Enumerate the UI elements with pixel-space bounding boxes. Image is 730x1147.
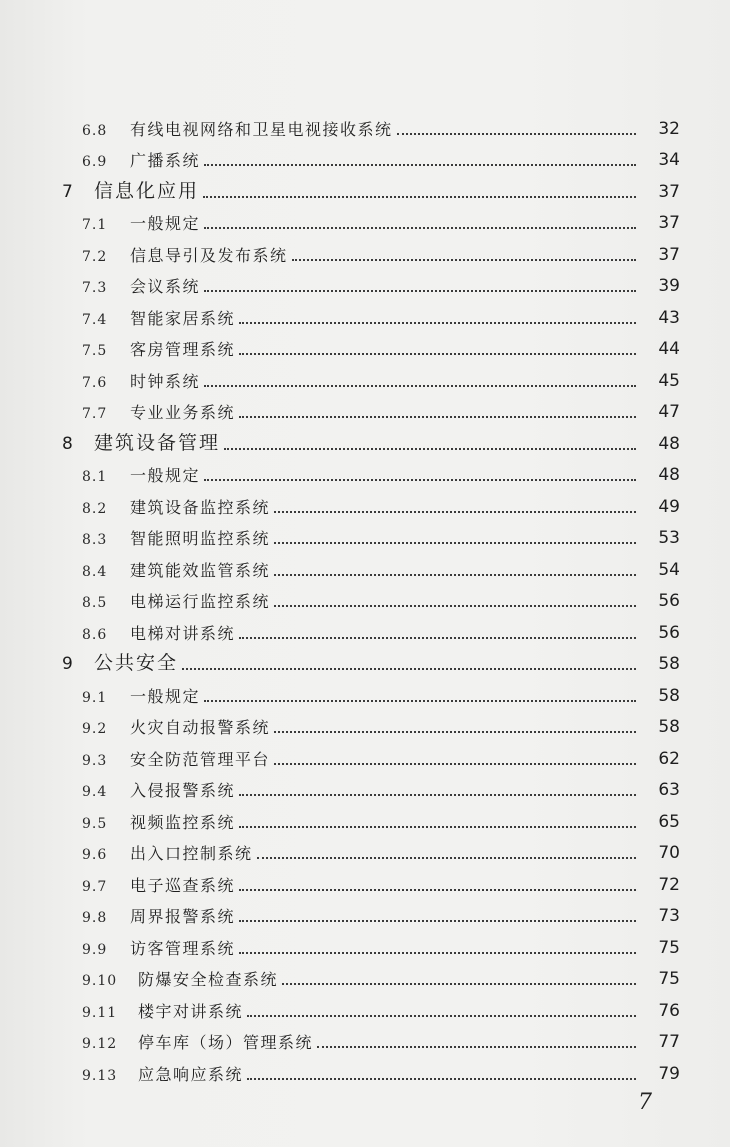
- toc-section-entry: [62, 1020, 680, 1052]
- toc-section-entry: [62, 799, 680, 831]
- toc-entry-page: 56: [658, 622, 680, 643]
- toc-entry-number: 8.1: [82, 469, 108, 485]
- dot-leader: [239, 920, 636, 922]
- toc-entry-title: 智能家居系统: [130, 308, 236, 328]
- toc-section-entry: [62, 862, 680, 894]
- toc-entry-title: 电梯对讲系统: [130, 623, 236, 643]
- toc-entry-page: 58: [658, 654, 680, 674]
- toc-entry-title: 公共安全: [94, 652, 179, 674]
- toc-entry-title: 会议系统: [130, 277, 201, 296]
- dot-leader: [247, 1078, 636, 1080]
- toc-entry-number: 9.9: [82, 941, 108, 958]
- toc-entry-title: 建筑能效监管系统: [130, 560, 271, 580]
- toc-entry-page: 43: [658, 307, 680, 328]
- dot-leader: [274, 731, 636, 733]
- dot-leader: [257, 857, 636, 859]
- toc-entry-page: 49: [658, 496, 680, 517]
- dot-leader: [204, 479, 636, 481]
- toc-entry-title: 专业业务系统: [130, 403, 236, 422]
- toc-section-entry: [62, 390, 680, 422]
- toc-entry-number: 9.8: [82, 910, 108, 926]
- toc-entry-title: 智能照明监控系统: [130, 529, 271, 548]
- toc-entry-page: 44: [658, 339, 680, 359]
- toc-entry-title: 电子巡查系统: [130, 875, 236, 895]
- dot-leader: [239, 353, 636, 355]
- toc-section-entry: [62, 547, 680, 579]
- toc-entry-page: 48: [658, 465, 680, 485]
- toc-entry-number: 9.2: [82, 721, 108, 737]
- toc-entry-title: 有线电视网络和卫星电视接收系统: [130, 119, 393, 139]
- dot-leader: [282, 983, 636, 985]
- toc-entry-page: 70: [658, 843, 680, 863]
- toc-section-entry: [62, 138, 680, 170]
- toc-entry-title: 一般规定: [130, 214, 201, 233]
- toc-entry-number: 9.1: [82, 689, 108, 706]
- toc-chapter-entry: [62, 421, 680, 453]
- dot-leader: [239, 889, 636, 891]
- toc-section-entry: [62, 295, 680, 327]
- toc-entry-title: 火灾自动报警系统: [130, 718, 271, 737]
- toc-entry-page: 45: [658, 370, 680, 391]
- toc-entry-number: 9.12: [82, 1036, 118, 1052]
- dot-leader: [274, 763, 636, 765]
- toc-section-entry: [62, 358, 680, 390]
- toc-entry-page: 56: [658, 591, 680, 611]
- dot-leader: [274, 511, 636, 513]
- dot-leader: [397, 133, 636, 135]
- toc-entry-number: 7.3: [82, 280, 108, 296]
- toc-entry-page: 65: [658, 811, 680, 832]
- toc-entry-page: 34: [658, 150, 680, 170]
- toc-entry-number: 9.6: [82, 847, 108, 863]
- dot-leader: [239, 952, 636, 954]
- toc-entry-page: 37: [658, 244, 680, 265]
- toc-entry-page: 72: [658, 874, 680, 895]
- toc-entry-number: 9.3: [82, 752, 108, 769]
- toc-entry-title: 客房管理系统: [130, 340, 236, 359]
- toc-section-entry: [62, 957, 680, 989]
- toc-section-entry: [62, 894, 680, 926]
- toc-entry-number: 7.1: [82, 217, 108, 233]
- dot-leader: [204, 700, 636, 702]
- toc-chapter-entry: [62, 642, 680, 674]
- toc-entry-number: 8: [62, 433, 73, 454]
- toc-section-entry: [62, 232, 680, 264]
- toc-chapter-entry: [62, 169, 680, 201]
- dot-leader: [239, 826, 636, 828]
- toc-section-entry: [62, 705, 680, 737]
- toc-section-entry: [62, 579, 680, 611]
- dot-leader: [239, 637, 636, 639]
- toc-entry-page: 37: [658, 213, 680, 233]
- toc-section-entry: [62, 768, 680, 800]
- toc-section-entry: [62, 736, 680, 768]
- dot-leader: [204, 290, 636, 292]
- toc-entry-number: 8.5: [82, 595, 108, 611]
- toc-entry-number: 9.4: [82, 784, 108, 800]
- toc-entry-page: 54: [658, 559, 680, 580]
- toc-entry-page: 48: [658, 433, 680, 454]
- dot-leader: [317, 1046, 636, 1048]
- toc-entry-number: 7.6: [82, 374, 108, 391]
- toc-section-entry: [62, 1051, 680, 1083]
- toc-entry-title: 信息导引及发布系统: [130, 245, 288, 265]
- dot-leader: [292, 259, 636, 261]
- toc-entry-number: 8.4: [82, 563, 108, 580]
- toc-entry-number: 6.8: [82, 122, 108, 139]
- toc-entry-number: 7.4: [82, 311, 108, 328]
- toc-entry-title: 时钟系统: [130, 371, 201, 391]
- page-number-folio: 7: [638, 1090, 652, 1115]
- dot-leader: [182, 668, 636, 670]
- toc-section-entry: [62, 201, 680, 233]
- toc-entry-title: 防爆安全检查系统: [138, 970, 279, 989]
- toc-entry-number: 6.9: [82, 154, 108, 170]
- toc-section-entry: [62, 925, 680, 957]
- toc-entry-page: 75: [658, 969, 680, 989]
- dot-leader: [239, 794, 636, 796]
- toc-section-entry: [62, 831, 680, 863]
- toc-entry-title: 访客管理系统: [130, 938, 236, 958]
- toc-entry-title: 安全防范管理平台: [130, 749, 271, 769]
- toc-entry-page: 37: [658, 181, 680, 202]
- toc-section-entry: [62, 264, 680, 296]
- dot-leader: [274, 574, 636, 576]
- toc-entry-page: 58: [658, 717, 680, 737]
- toc-entry-title: 停车库（场）管理系统: [138, 1033, 314, 1052]
- toc-entry-title: 一般规定: [130, 466, 201, 485]
- toc-entry-title: 应急响应系统: [138, 1064, 244, 1084]
- dot-leader: [203, 196, 636, 198]
- toc-entry-page: 76: [658, 1000, 680, 1021]
- dot-leader: [239, 322, 636, 324]
- toc-entry-page: 32: [658, 118, 680, 139]
- toc-entry-title: 周界报警系统: [130, 907, 236, 926]
- toc-entry-number: 9.7: [82, 878, 108, 895]
- toc-section-entry: [62, 988, 680, 1020]
- toc-entry-number: 8.6: [82, 626, 108, 643]
- toc-entry-title: 楼宇对讲系统: [138, 1001, 244, 1021]
- toc-entry-page: 47: [658, 402, 680, 422]
- toc-section-entry: [62, 453, 680, 485]
- toc-entry-title: 一般规定: [130, 686, 201, 706]
- toc-section-entry: [62, 106, 680, 138]
- toc-entry-title: 广播系统: [130, 151, 201, 170]
- toc-entry-number: 7.2: [82, 248, 108, 265]
- toc-entry-title: 视频监控系统: [130, 812, 236, 832]
- dot-leader: [204, 164, 636, 166]
- toc-entry-title: 信息化应用: [94, 179, 200, 202]
- toc-entry-title: 出入口控制系统: [130, 844, 253, 863]
- toc-entry-page: 53: [658, 528, 680, 548]
- toc-entry-page: 58: [658, 685, 680, 706]
- toc-section-entry: [62, 516, 680, 548]
- toc-entry-page: 73: [658, 906, 680, 926]
- toc-entry-number: 9.11: [82, 1004, 118, 1021]
- toc-entry-number: 7: [62, 181, 73, 202]
- toc-entry-title: 电梯运行监控系统: [130, 592, 271, 611]
- table-of-contents: [62, 106, 680, 1083]
- toc-entry-page: 79: [658, 1063, 680, 1084]
- dot-leader: [224, 448, 636, 450]
- dot-leader: [274, 542, 636, 544]
- toc-entry-number: 9.10: [82, 973, 118, 989]
- toc-entry-page: 75: [658, 937, 680, 958]
- toc-entry-number: 8.3: [82, 532, 108, 548]
- toc-entry-number: 7.7: [82, 406, 108, 422]
- toc-entry-number: 7.5: [82, 343, 108, 359]
- toc-entry-number: 9.13: [82, 1067, 118, 1084]
- toc-entry-title: 建筑设备监控系统: [130, 497, 271, 517]
- toc-section-entry: [62, 484, 680, 516]
- toc-entry-number: 8.2: [82, 500, 108, 517]
- toc-entry-page: 63: [658, 780, 680, 800]
- toc-entry-title: 入侵报警系统: [130, 781, 236, 800]
- dot-leader: [204, 227, 636, 229]
- toc-entry-page: 77: [658, 1032, 680, 1052]
- toc-section-entry: [62, 610, 680, 642]
- dot-leader: [247, 1015, 636, 1017]
- toc-entry-page: 62: [658, 748, 680, 769]
- toc-entry-number: 9: [62, 654, 73, 674]
- toc-entry-number: 9.5: [82, 815, 108, 832]
- toc-entry-page: 39: [658, 276, 680, 296]
- dot-leader: [204, 385, 636, 387]
- toc-section-entry: [62, 327, 680, 359]
- dot-leader: [239, 416, 636, 418]
- toc-entry-title: 建筑设备管理: [94, 431, 221, 454]
- toc-section-entry: [62, 673, 680, 705]
- dot-leader: [274, 605, 636, 607]
